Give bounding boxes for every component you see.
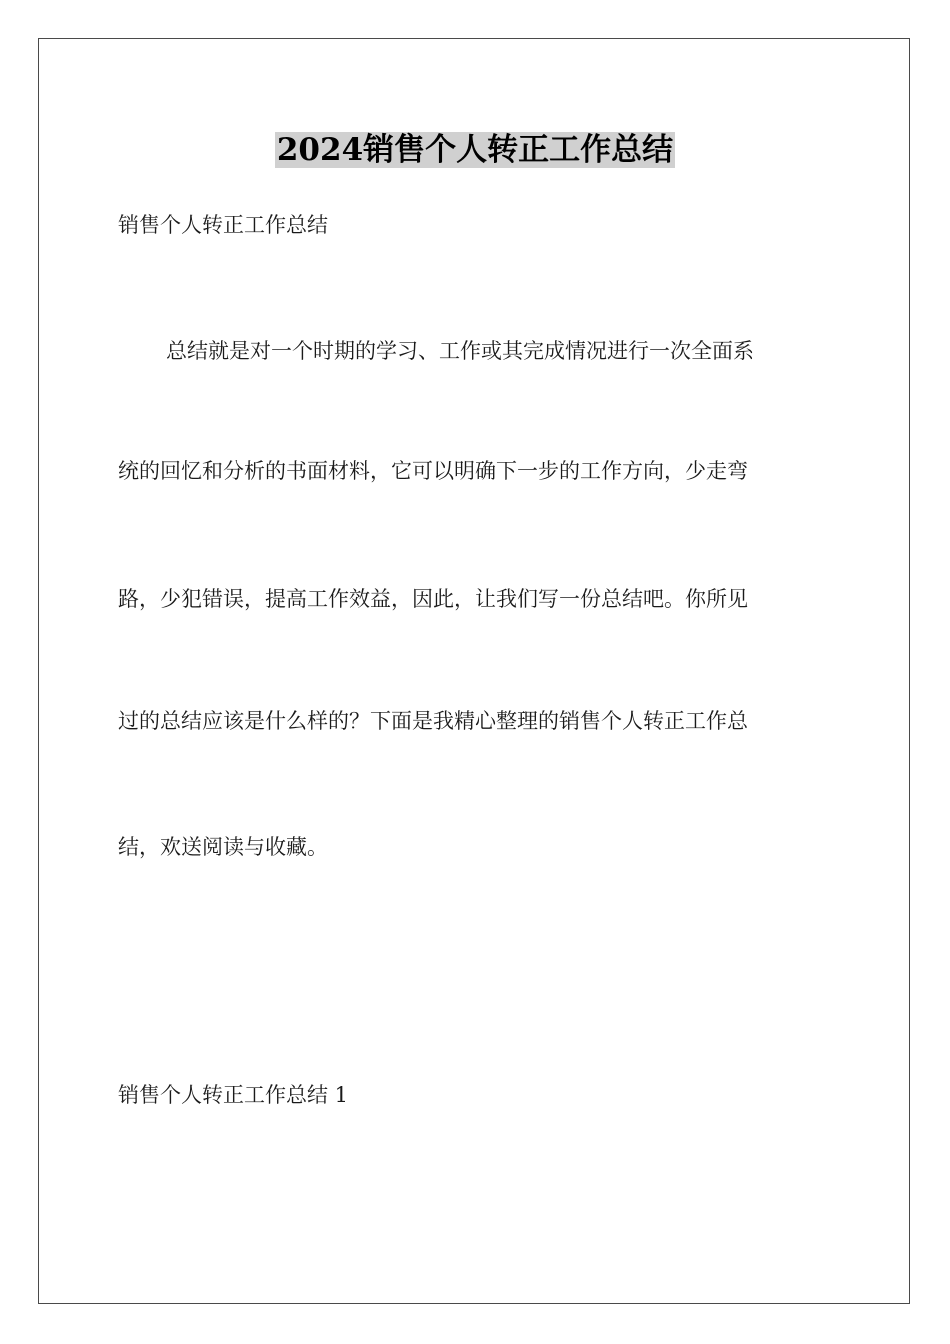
document-subtitle: 销售个人转正工作总结: [118, 213, 328, 237]
intro-paragraph-line: 统的回忆和分析的书面材料，它可以明确下一步的工作方向，少走弯: [118, 459, 748, 483]
intro-paragraph-line: 过的总结应该是什么样的？下面是我精心整理的销售个人转正工作总: [118, 709, 748, 733]
intro-paragraph-line: 结，欢送阅读与收藏。: [118, 835, 328, 859]
intro-paragraph-line: 路，少犯错误，提高工作效益，因此，让我们写一份总结吧。你所见: [118, 587, 748, 611]
document-title: [0, 130, 950, 170]
intro-paragraph-line: 总结就是对一个时期的学习、工作或其完成情况进行一次全面系: [166, 339, 754, 363]
document-title-text: 2024销售个人转正工作总结: [276, 132, 674, 168]
section-heading: 销售个人转正工作总结 1: [118, 1083, 349, 1107]
